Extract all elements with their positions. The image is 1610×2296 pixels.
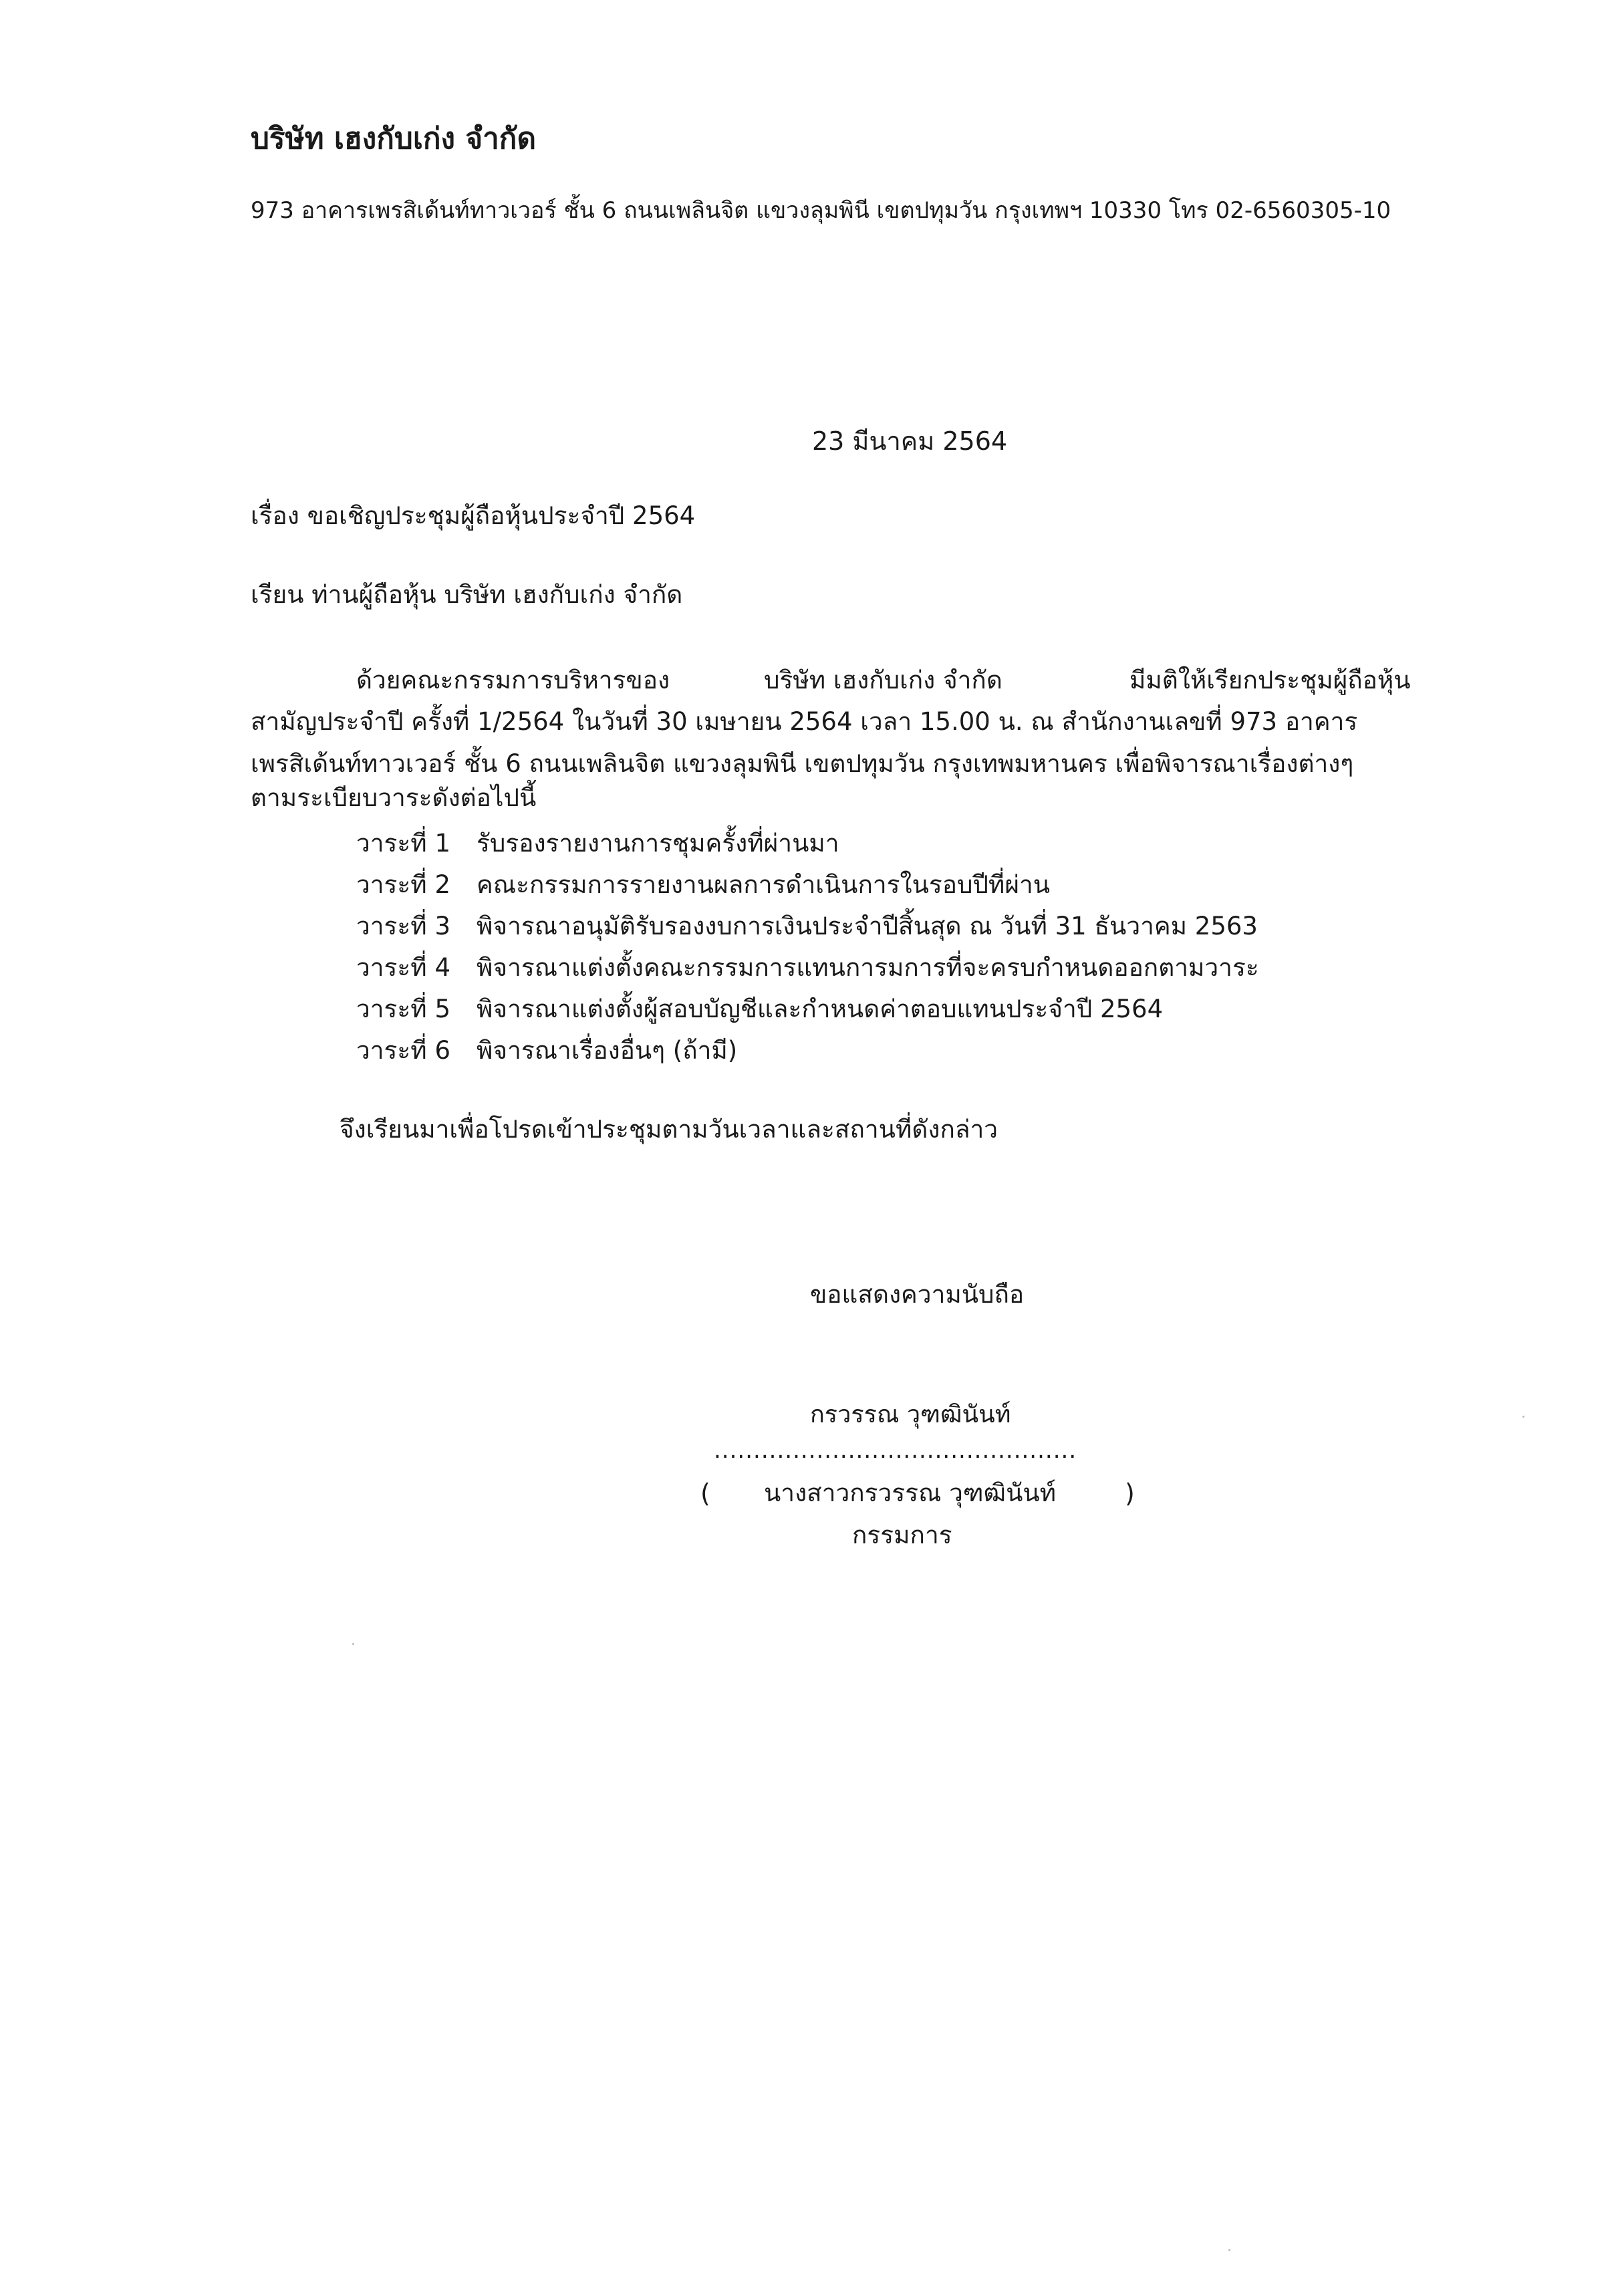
agenda-number: วาระที่ 5: [356, 995, 450, 1023]
agenda-number: วาระที่ 1: [356, 829, 450, 858]
signature-dotted-line: ..............................................: [714, 1437, 1077, 1464]
scan-speck: [1522, 1416, 1524, 1418]
closing-regards: ขอแสดงความนับถือ: [810, 1280, 1025, 1309]
body-line-4: ตามระเบียบวาระดังต่อไปนี้: [251, 783, 537, 812]
closing-line: จึงเรียนมาเพื่อโปรดเข้าประชุมตามวันเวลาและสถานที่ดังกล่าว: [340, 1115, 998, 1144]
agenda-number: วาระที่ 3: [356, 912, 450, 940]
signature-signed-name: กรวรรณ วุฑฒินันท์: [810, 1401, 1011, 1428]
agenda-text: พิจารณาแต่งตั้งคณะกรรมการแทนการมการที่จะครบกำหนดออกตามวาระ: [477, 953, 1259, 982]
letter-subject: เรื่อง ขอเชิญประชุมผู้ถือหุ้นประจำปี 2564: [251, 501, 696, 530]
body-line-3: เพรสิเด้นท์ทาวเวอร์ ชั้น 6 ถนนเพลินจิต แขวงลุมพินี เขตปทุมวัน กรุงเทพมหานคร เพื่อพิจารณาเรื่องต่างๆ: [251, 749, 1354, 778]
body-line-1b: บริษัท เฮงกับเก่ง จำกัด: [764, 666, 1002, 694]
agenda-text: พิจารณาเรื่องอื่นๆ (ถ้ามี): [477, 1036, 738, 1065]
signature-paren-open: (: [700, 1479, 710, 1508]
agenda-text: คณะกรรมการรายงานผลการดำเนินการในรอบปีที่ผ่าน: [477, 870, 1051, 899]
signature-paren-close: ): [1125, 1479, 1135, 1508]
agenda-number: วาระที่ 6: [356, 1036, 450, 1065]
signature-title: กรรมการ: [852, 1521, 952, 1549]
agenda-text: พิจารณาอนุมัติรับรองงบการเงินประจำปีสิ้นสุด ณ วันที่ 31 ธันวาคม 2563: [477, 912, 1258, 940]
body-line-2: สามัญประจำปี ครั้งที่ 1/2564 ในวันที่ 30 เมษายน 2564 เวลา 15.00 น. ณ สำนักงานเลขที่ 973 อาคาร: [251, 707, 1358, 736]
scan-speck: [352, 1643, 354, 1645]
letter-date: 23 มีนาคม 2564: [812, 426, 1008, 456]
signature-full-name: นางสาวกรวรรณ วุฑฒินันท์: [764, 1479, 1057, 1507]
scan-speck: [1228, 2249, 1230, 2251]
company-address: 973 อาคารเพรสิเด้นท์ทาวเวอร์ ชั้น 6 ถนนเพลินจิต แขวงลุมพินี เขตปทุมวัน กรุงเทพฯ 10330 โทร 02-6560305-10: [251, 197, 1391, 224]
agenda-number: วาระที่ 2: [356, 870, 450, 899]
body-line-1c: มีมติให้เรียกประชุมผู้ถือหุ้น: [1129, 666, 1411, 694]
body-line-1a: ด้วยคณะกรรมการบริหารของ: [356, 666, 670, 694]
agenda-number: วาระที่ 4: [356, 953, 450, 982]
letter-salutation: เรียน ท่านผู้ถือหุ้น บริษัท เฮงกับเก่ง จำกัด: [251, 580, 683, 609]
agenda-text: พิจารณาแต่งตั้งผู้สอบบัญชีและกำหนดค่าตอบแทนประจำปี 2564: [477, 995, 1164, 1023]
agenda-text: รับรองรายงานการชุมครั้งที่ผ่านมา: [477, 829, 839, 858]
company-name: บริษัท เฮงกับเก่ง จำกัด: [251, 122, 537, 156]
